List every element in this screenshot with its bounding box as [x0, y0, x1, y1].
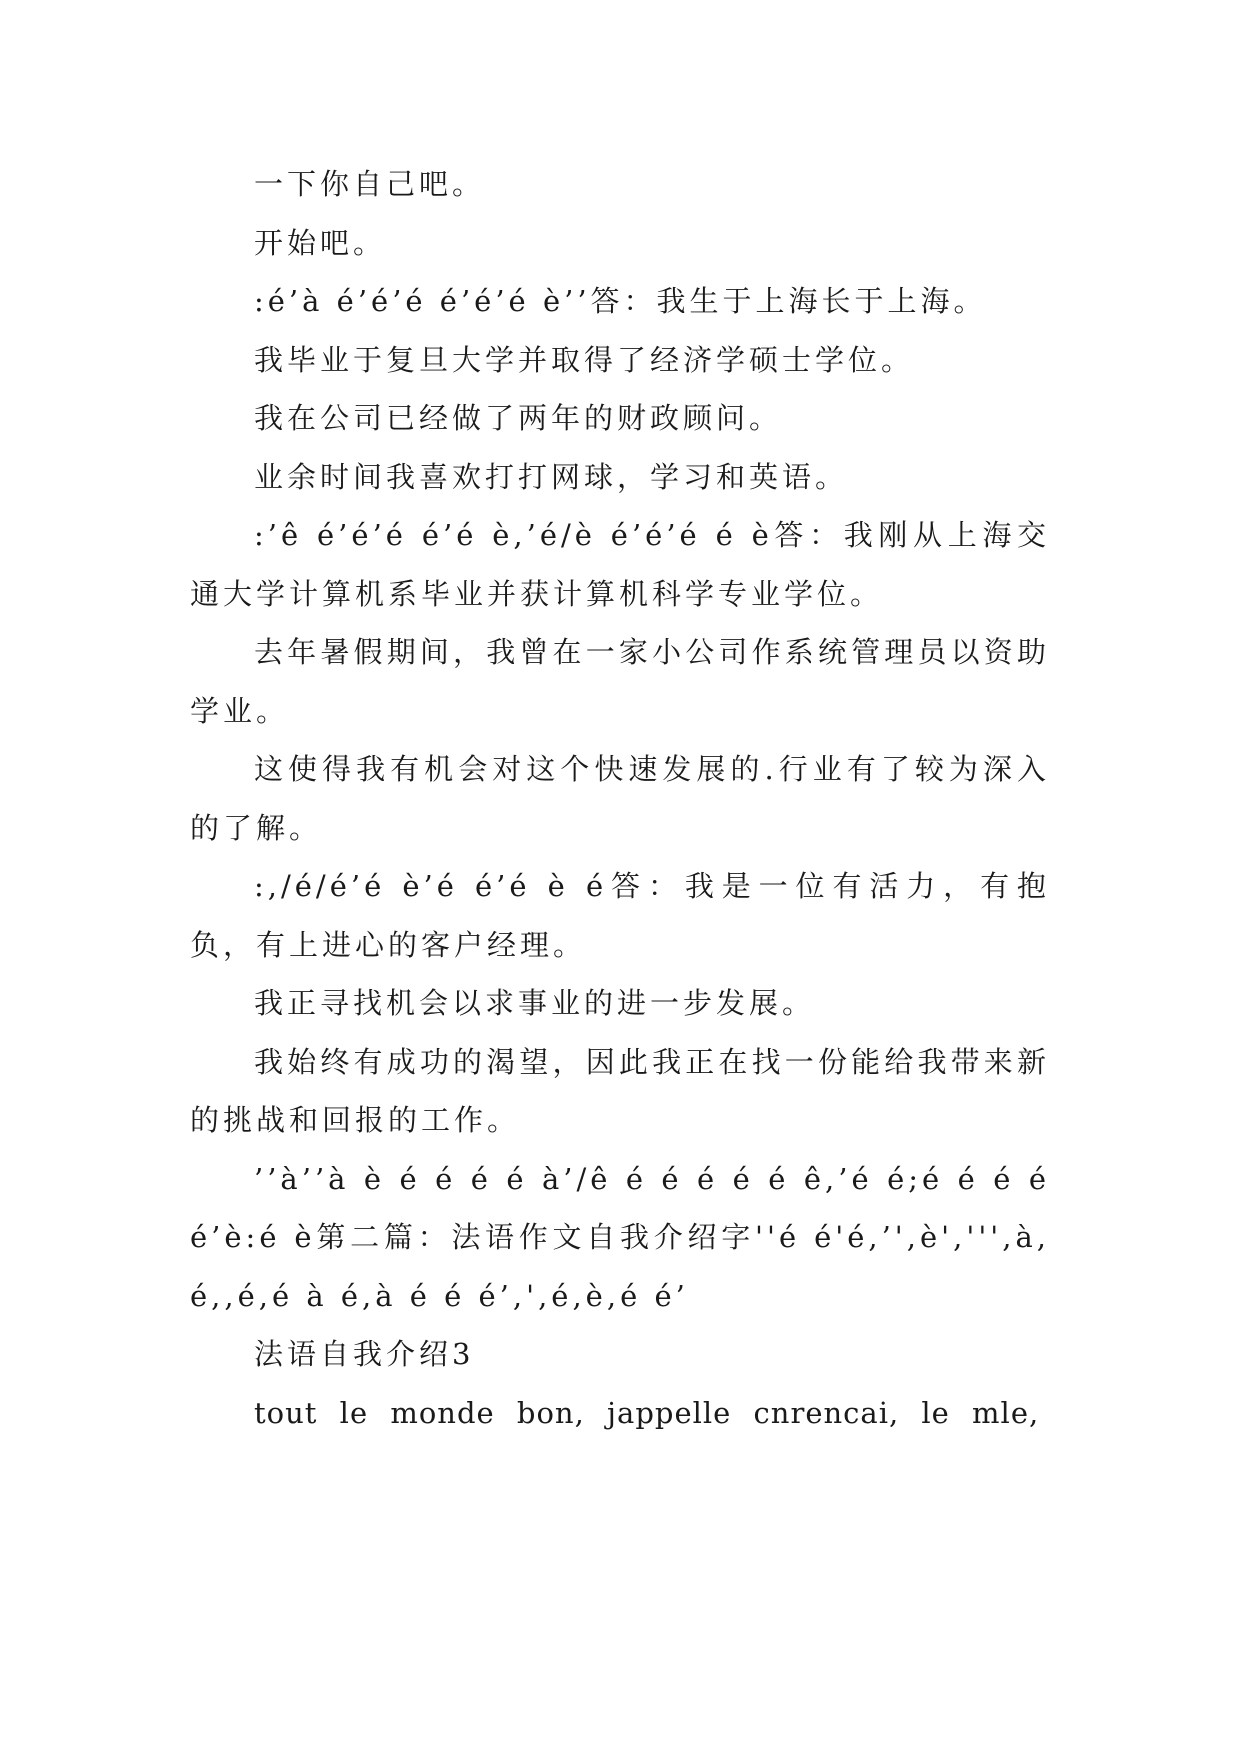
paragraph: 去年暑假期间，我曾在一家小公司作系统管理员以资助学业。: [190, 635, 1050, 728]
paragraph: 业余时间我喜欢打打网球，学习和英语。: [254, 459, 849, 494]
document-body: [190, 155, 1050, 1442]
paragraph: :é’à é’é’é é’é’é è’’答：我生于上海长于上海。: [254, 284, 987, 318]
paragraph: 我始终有成功的渴望，因此我正在找一份能给我带来新的挑战和回报的工作。: [190, 1044, 1050, 1137]
section-heading: 法语自我介绍3: [254, 1337, 475, 1371]
paragraph: :,/é/é’é è’é é’é è é答：我是一位有活力，有抱负，有上进心的客户经理。: [190, 869, 1050, 962]
paragraph: 我正寻找机会以求事业的进一步发展。: [254, 986, 816, 1020]
paragraph: 开始吧。: [254, 225, 387, 260]
paragraph: 我毕业于复旦大学并取得了经济学硕士学位。: [254, 342, 915, 377]
paragraph: ’’à’’à è é é é é à’/ê é é é é é ê,’é é;é é é é é’è:é è第二篇：法语作文自我介绍字''é é'é,’',è',''',à,é,,é,é à é,à é é é’,',é,è,é é’: [190, 1161, 1050, 1313]
paragraph: :’ê é’é’é é’é è,’é/è é’é’é é è答：我刚从上海交通大学计算机系毕业并获计算机科学专业学位。: [190, 518, 1050, 611]
paragraph: 一下你自己吧。: [254, 167, 486, 201]
paragraph: tout le monde bon, jappelle cnrencai, le mle,: [254, 1395, 1040, 1430]
paragraph: 我在公司已经做了两年的财政顾问。: [254, 401, 783, 435]
paragraph: 这使得我有机会对这个快速发展的.行业有了较为深入的了解。: [190, 752, 1050, 845]
